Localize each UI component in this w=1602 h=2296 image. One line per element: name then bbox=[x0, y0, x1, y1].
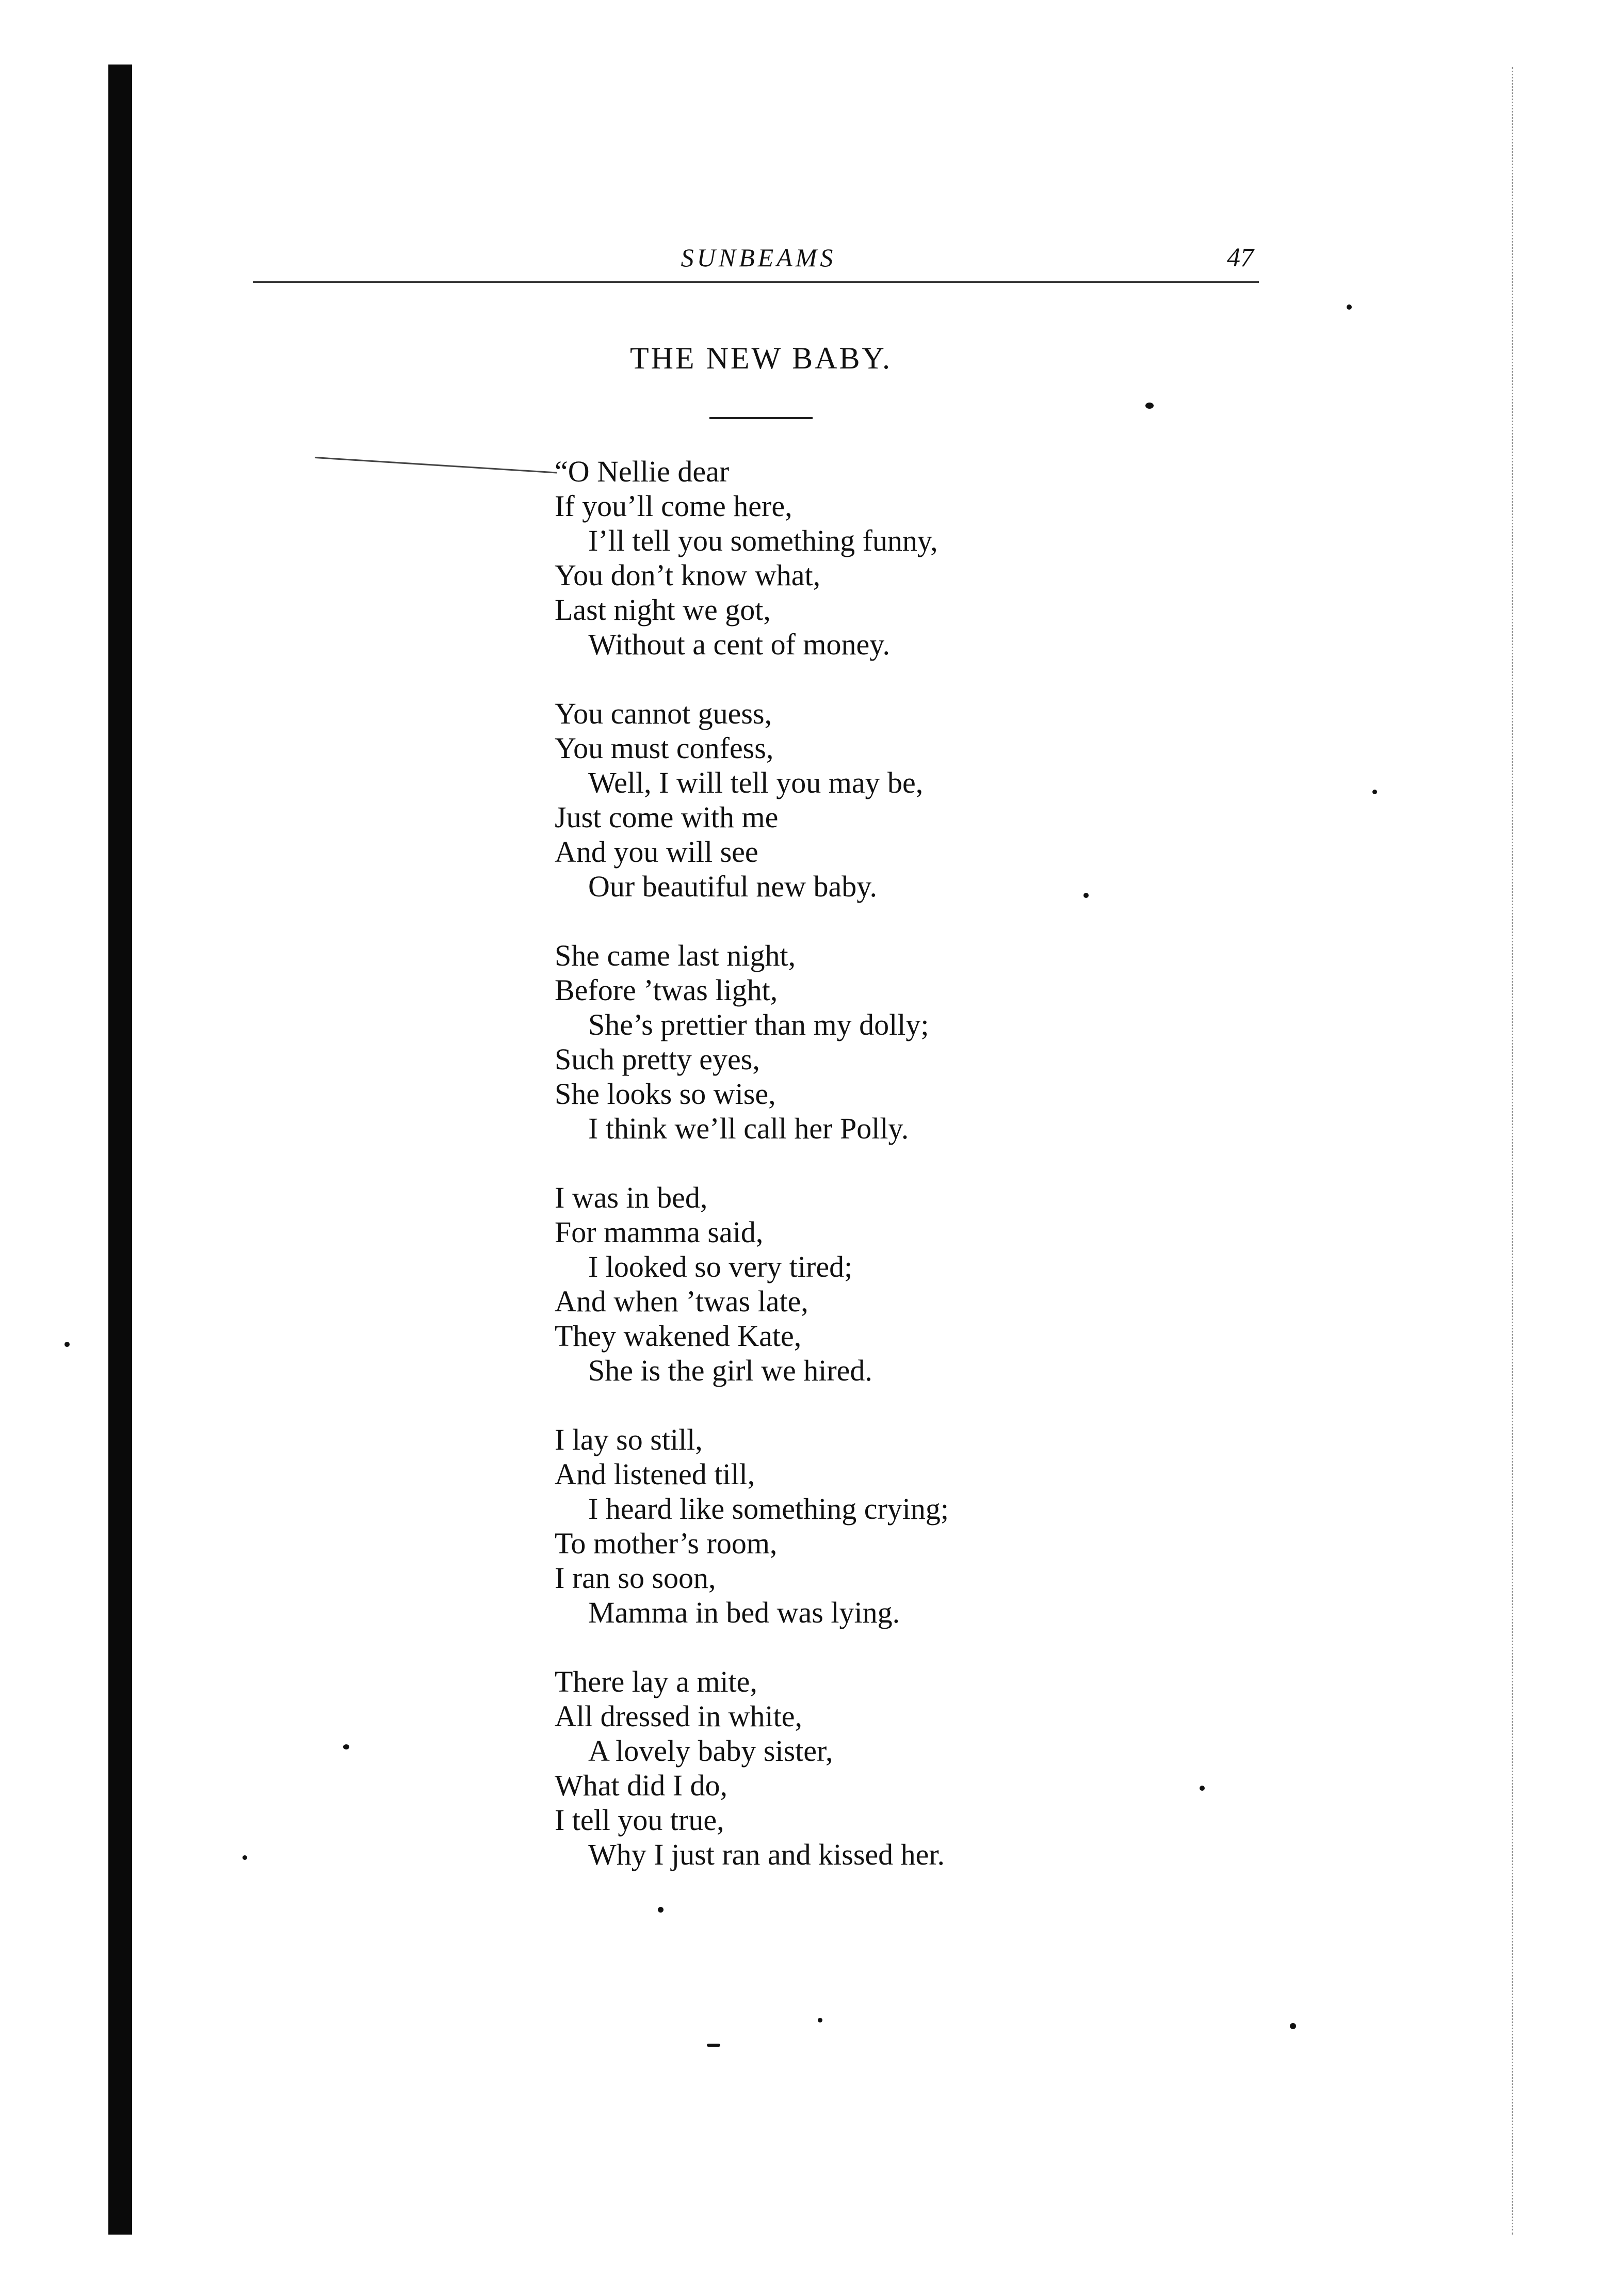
poem-line: I’ll tell you something funny, bbox=[588, 524, 938, 557]
scan-speck bbox=[64, 1342, 70, 1347]
poem-line: You must confess, bbox=[555, 731, 774, 765]
stanza bbox=[555, 696, 1200, 904]
poem-line: I lay so still, bbox=[555, 1423, 703, 1456]
stanza bbox=[555, 1664, 1200, 1872]
poem-line: There lay a mite, bbox=[555, 1665, 757, 1698]
poem-line: Without a cent of money. bbox=[588, 628, 891, 661]
stanza bbox=[555, 1422, 1200, 1630]
poem-line: She looks so wise, bbox=[555, 1077, 776, 1111]
poem-line: “O Nellie dear bbox=[555, 455, 730, 488]
stanza bbox=[555, 938, 1200, 1146]
title-rule bbox=[709, 417, 813, 419]
poem-line: Just come with me bbox=[555, 800, 779, 834]
poem-line: And you will see bbox=[555, 835, 758, 869]
poem-line: She is the girl we hired. bbox=[588, 1354, 872, 1387]
poem-line: She came last night, bbox=[555, 939, 796, 972]
stanza bbox=[555, 454, 1200, 662]
scan-speck bbox=[1145, 403, 1154, 409]
poem-line: Why I just ran and kissed her. bbox=[588, 1838, 945, 1871]
poem-line: I was in bed, bbox=[555, 1181, 708, 1214]
page-number: 47 bbox=[1227, 243, 1254, 272]
poem-line: And when ’twas late, bbox=[555, 1285, 808, 1318]
scan-speck bbox=[1372, 790, 1377, 794]
poem-line: To mother’s room, bbox=[555, 1527, 778, 1560]
binding-edge bbox=[108, 65, 132, 2235]
poem-line: You don’t know what, bbox=[555, 558, 821, 592]
scan-speck bbox=[1290, 2023, 1296, 2029]
scan-speck bbox=[1083, 893, 1089, 898]
poem-line: They wakened Kate, bbox=[555, 1319, 802, 1353]
page-edge-marks bbox=[1512, 67, 1516, 2235]
poem-line: Well, I will tell you may be, bbox=[588, 766, 924, 799]
poem-line: I heard like something crying; bbox=[588, 1492, 949, 1526]
scan-speck bbox=[1200, 1786, 1205, 1791]
poem-line: Mamma in bed was lying. bbox=[588, 1596, 900, 1629]
page-header bbox=[253, 243, 1259, 279]
poem-line: She’s prettier than my dolly; bbox=[588, 1008, 929, 1041]
poem-line: Last night we got, bbox=[555, 593, 771, 627]
poem-line: I tell you true, bbox=[555, 1803, 724, 1837]
poem-line: You cannot guess, bbox=[555, 697, 772, 730]
poem-line: Before ’twas light, bbox=[555, 973, 778, 1007]
poem-line: I ran so soon, bbox=[555, 1561, 716, 1595]
scan-speck bbox=[818, 2018, 822, 2022]
poem-title: THE NEW BABY. bbox=[629, 341, 893, 375]
scan-speck bbox=[343, 1744, 349, 1749]
pencil-stroke bbox=[315, 457, 557, 474]
poem-line: All dressed in white, bbox=[555, 1699, 803, 1733]
poem-line: I looked so very tired; bbox=[588, 1250, 853, 1283]
scan-speck bbox=[242, 1855, 247, 1860]
scan-speck bbox=[1347, 304, 1352, 310]
stanza bbox=[555, 1180, 1200, 1388]
poem-line: Such pretty eyes, bbox=[555, 1042, 760, 1076]
poem-line: What did I do, bbox=[555, 1769, 728, 1802]
scan-speck bbox=[658, 1907, 664, 1913]
poem-line: If you’ll come here, bbox=[555, 489, 792, 523]
poem-line: Our beautiful new baby. bbox=[588, 870, 877, 903]
poem-line: And listened till, bbox=[555, 1457, 755, 1491]
header-rule bbox=[253, 281, 1259, 283]
poem-line: For mamma said, bbox=[555, 1215, 764, 1249]
poem-body bbox=[555, 454, 1200, 1872]
running-head: SUNBEAMS bbox=[681, 243, 836, 272]
poem-line: A lovely baby sister, bbox=[588, 1734, 833, 1768]
scan-speck bbox=[707, 2044, 720, 2047]
poem-line: I think we’ll call her Polly. bbox=[588, 1112, 909, 1145]
